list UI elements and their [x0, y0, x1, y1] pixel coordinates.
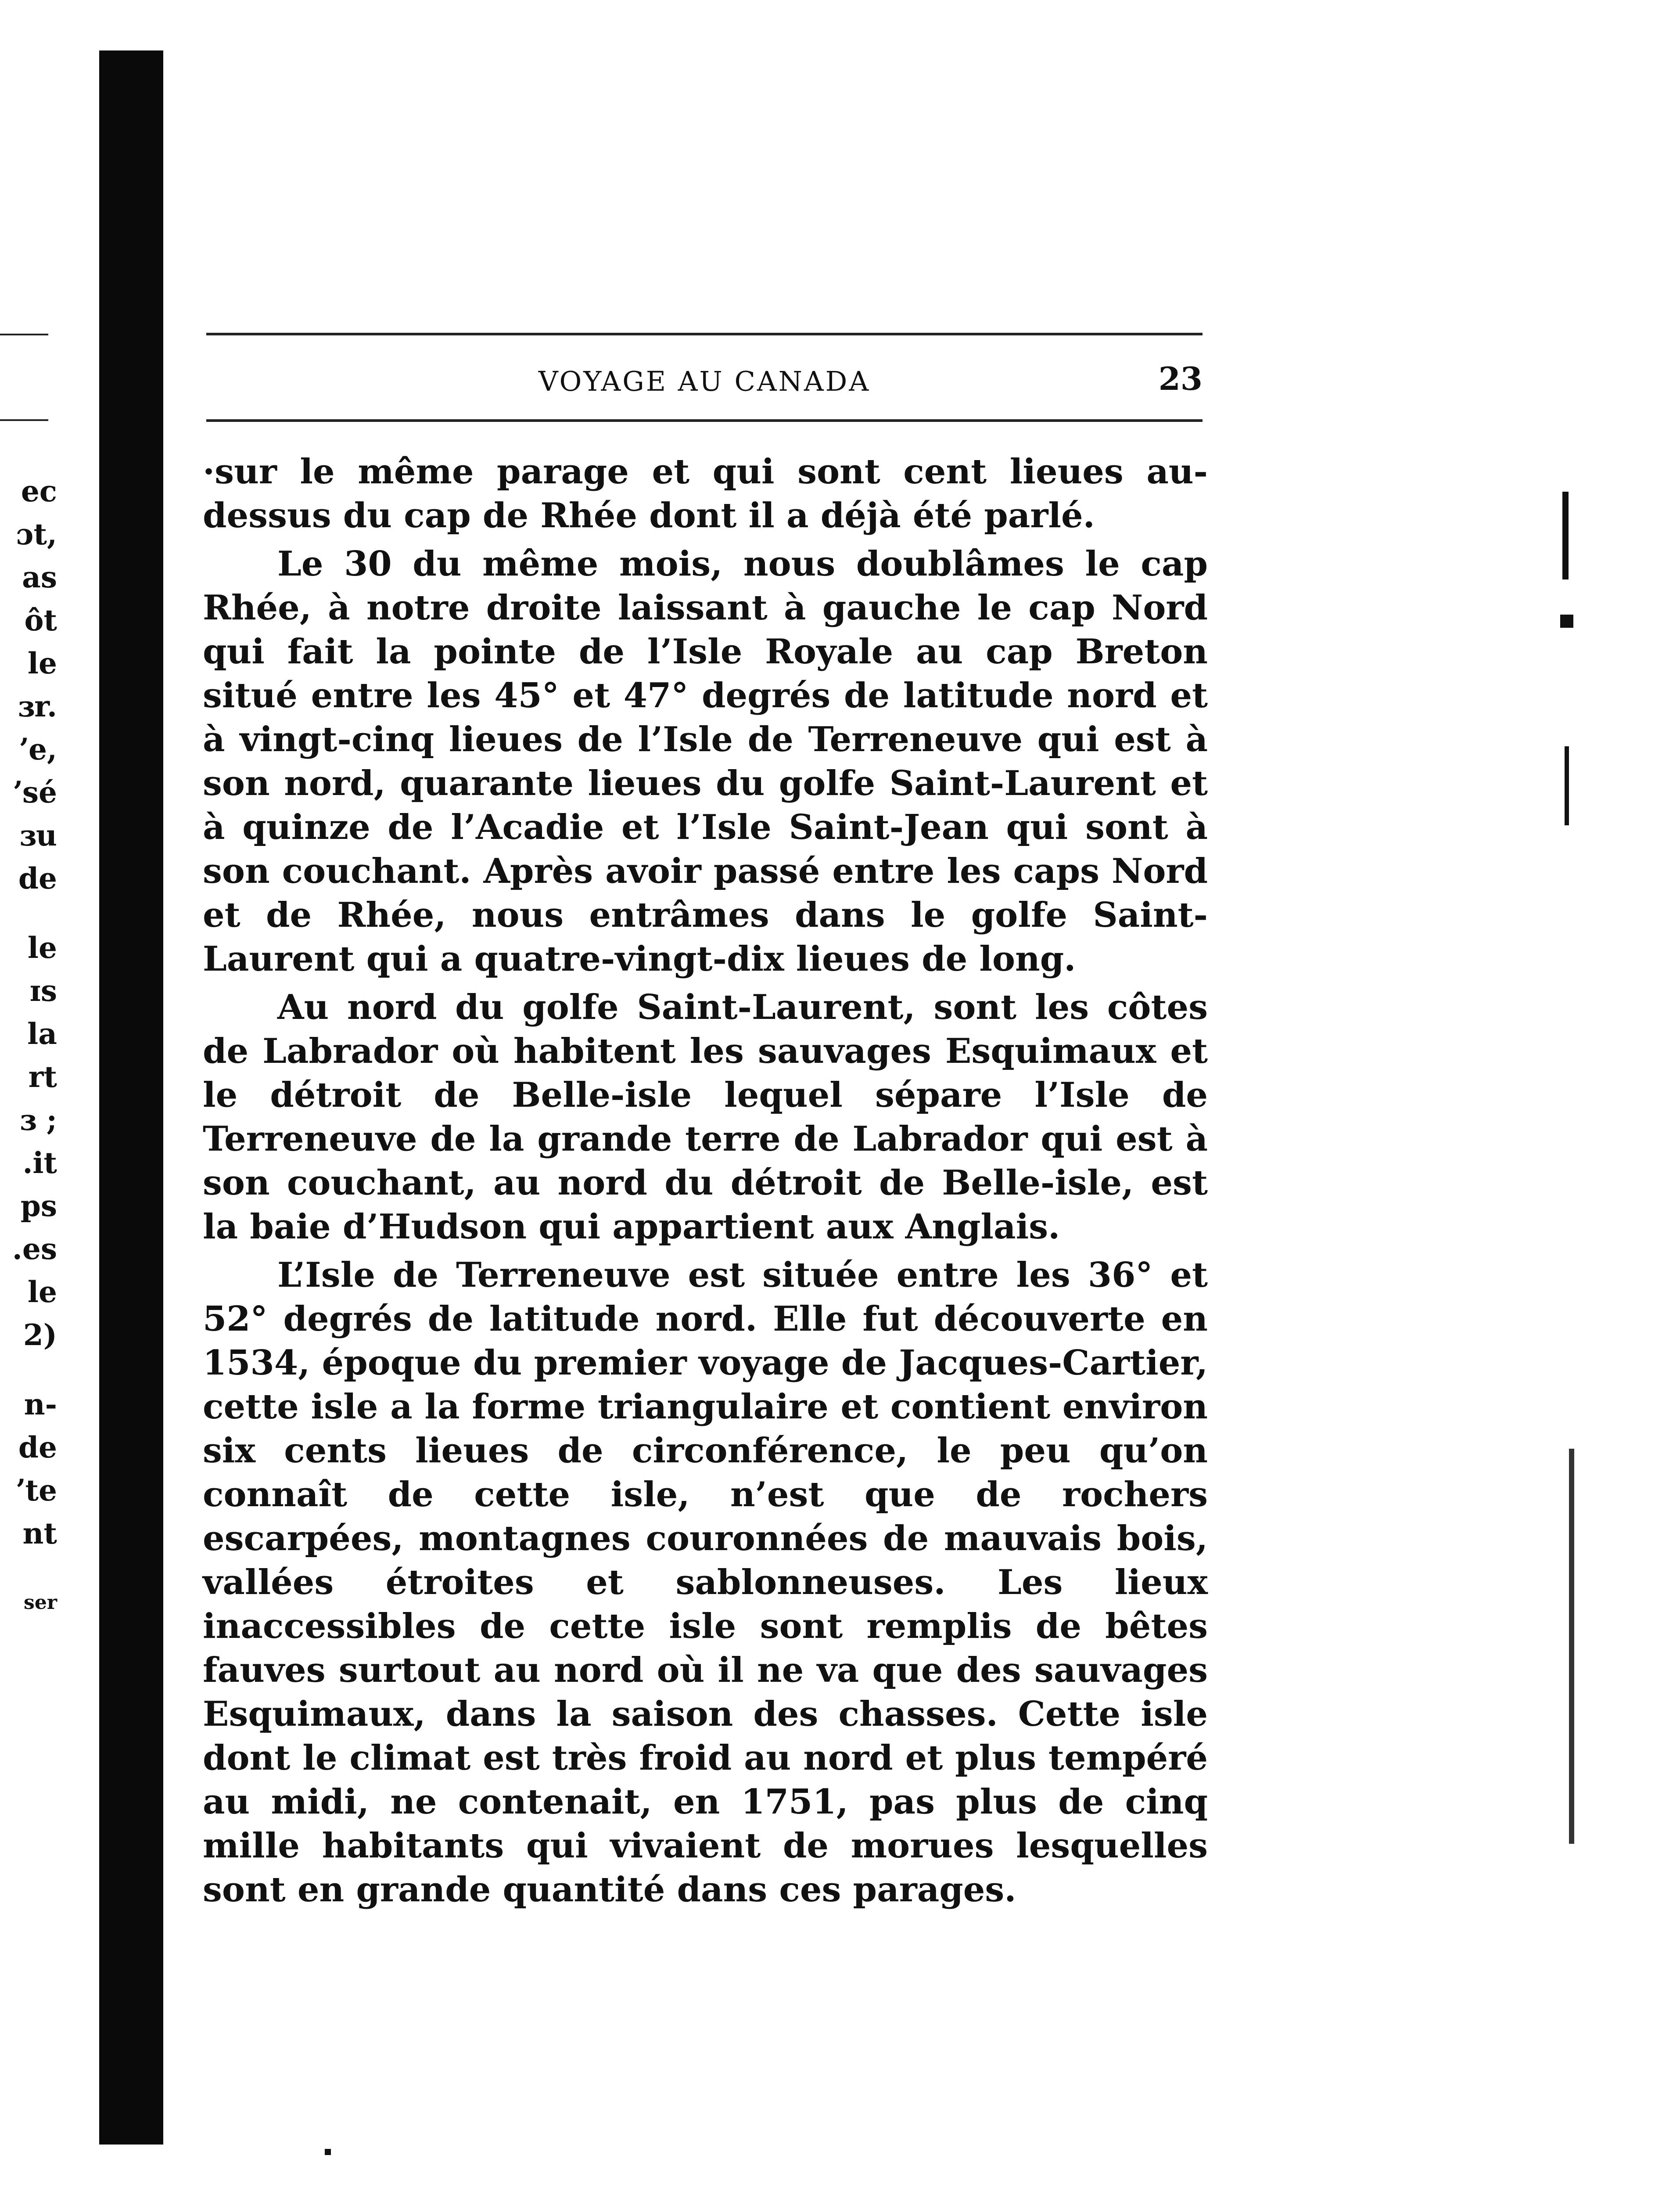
- paragraph: Au nord du golfe Saint-Laurent, sont les côtes de Labrador où habitent les sauvages Esquimaux et le détroit de Belle-isle lequel sépare l’Isle de Terreneuve de la grande terre de Labrador qui est à son couchant, au nord du détroit de Belle-isle, est la baie d’Hudson qui appartient aux Anglais.: [203, 987, 1208, 1247]
- facing-page-fragments: [4, 470, 57, 1624]
- margin-fragment: de: [18, 1430, 57, 1465]
- margin-fragment: ps: [20, 1189, 57, 1223]
- margin-fragment: n-: [24, 1387, 57, 1421]
- running-head: [206, 360, 1203, 404]
- margin-fragment: ɪs: [29, 974, 57, 1008]
- header-rule-bottom: [206, 419, 1203, 422]
- margin-fragment: ʼte: [15, 1473, 57, 1508]
- margin-fragment: le: [27, 1275, 57, 1309]
- margin-fragment: ɜr.: [18, 689, 57, 723]
- scan-noise-mark: [1560, 615, 1573, 628]
- margin-fragment: de: [18, 861, 57, 896]
- left-page-rule-bottom: [0, 419, 48, 421]
- header-rule-top: [206, 333, 1203, 335]
- running-title: VOYAGE AU CANADA: [538, 365, 871, 397]
- margin-fragment: ɜu: [19, 818, 57, 853]
- margin-fragment: rt: [28, 1060, 57, 1094]
- margin-fragment: as: [22, 560, 57, 594]
- scan-noise-mark: [1569, 1449, 1574, 1844]
- margin-fragment: la: [27, 1017, 57, 1051]
- margin-fragment: le: [27, 646, 57, 680]
- margin-fragment: ɔt,: [16, 517, 57, 551]
- paragraph-continuation: ·sur le même parage et qui sont cent lieues au-dessus du cap de Rhée dont il a déjà été parlé.: [203, 452, 1208, 536]
- scan-noise-mark: [1565, 746, 1569, 825]
- margin-fragment: ʼsé: [12, 775, 57, 810]
- scan-noise-mark: [325, 2149, 331, 2155]
- left-page-rule-top: [0, 334, 48, 335]
- page-number: 23: [1158, 360, 1203, 397]
- margin-fragment: ser: [24, 1591, 57, 1614]
- margin-fragment: .es: [12, 1232, 57, 1266]
- paragraph: Le 30 du même mois, nous doublâmes le cap Rhée, à notre droite laissant à gauche le cap Nord qui fait la pointe de l’Isle Royale au cap Breton situé entre les 45° et 47° degrés de latitude nord et à vingt-cinq lieues de l’Isle de Terreneuve qui est à son nord, quarante lieues du golfe Saint-Laurent et à quinze de l’Acadie et l’Isle Saint-Jean qui sont à son couchant. Après avoir passé entre les caps Nord et de Rhée, nous entrâmes dans le golfe Saint-Laurent qui a quatre-vingt-dix lieues de long.: [203, 544, 1208, 979]
- margin-fragment: ôt: [24, 603, 57, 637]
- margin-fragment: ɜ ;: [20, 1103, 57, 1137]
- margin-fragment: .it: [22, 1146, 57, 1180]
- margin-fragment: ec: [21, 474, 57, 508]
- margin-fragment: ʼe,: [18, 732, 57, 766]
- margin-fragment: 2): [23, 1318, 57, 1352]
- scan-noise-mark: [1562, 492, 1569, 579]
- paragraph: L’Isle de Terreneuve est située entre les 36° et 52° degrés de latitude nord. Elle fut découverte en 1534, époque du premier voyage de Jacques-Cartier, cette isle a la forme triangulaire et contient environ six cents lieues de circonférence, le peu qu’on connaît de cette isle, n’est que de rochers escarpées, montagnes couronnées de mauvais bois, vallées étroites et sablonneuses. Les lieux inaccessibles de cette isle sont remplis de bêtes fauves surtout au nord où il ne va que des sauvages Esquimaux, dans la saison des chasses. Cette isle dont le climat est très froid au nord et plus tempéré au midi, ne contenait, en 1751, pas plus de cinq mille habitants qui vivaient de morues lesquelles sont en grande quantité dans ces parages.: [203, 1255, 1208, 1910]
- page-body: [203, 450, 1208, 1916]
- book-binding-shadow: [99, 50, 163, 2145]
- margin-fragment: nt: [22, 1516, 57, 1551]
- margin-fragment: le: [27, 931, 57, 965]
